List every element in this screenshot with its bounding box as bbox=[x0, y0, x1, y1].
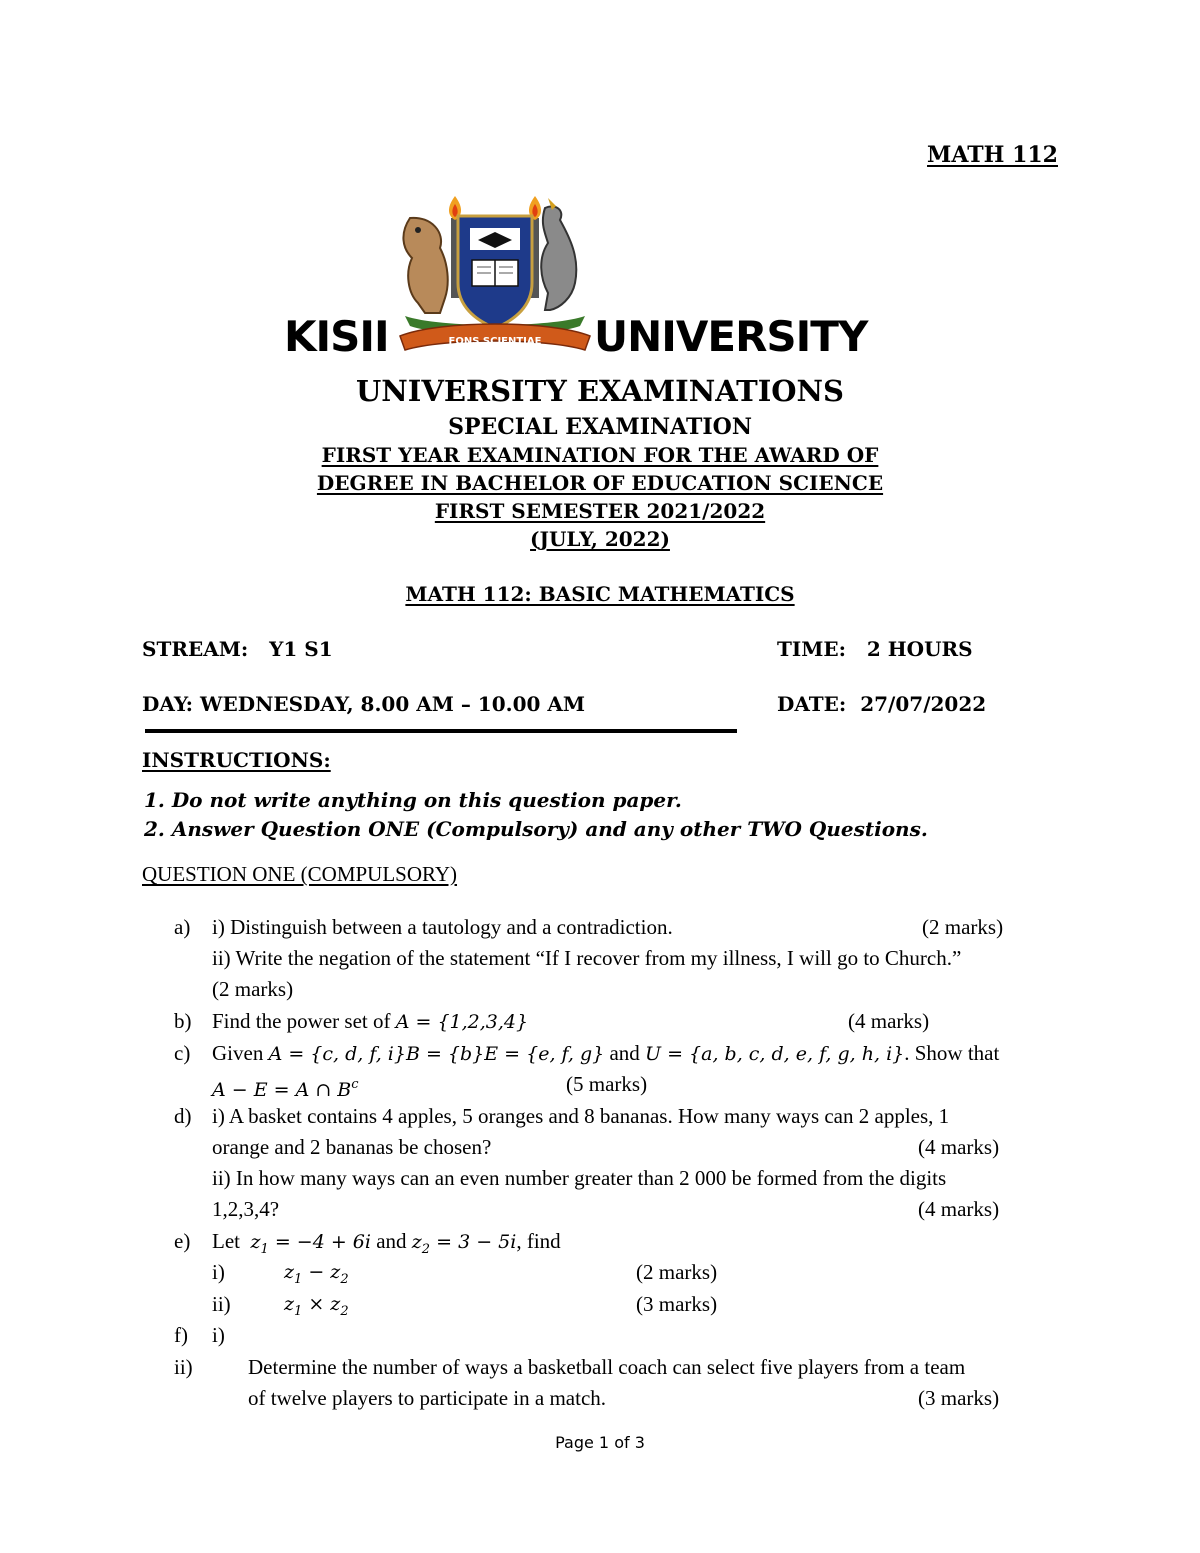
stream-value: Y1 S1 bbox=[269, 637, 333, 661]
q-e-i-label: i) bbox=[212, 1260, 225, 1284]
q-a-ii-marks: (2 marks) bbox=[212, 977, 294, 1001]
q-d-label: d) bbox=[174, 1104, 192, 1128]
q-d-ii-line1: ii) In how many ways can an even number greater than 2 000 be formed from the digits bbox=[212, 1166, 947, 1190]
motto-text: FONS SCIENTIAE bbox=[448, 336, 542, 347]
q-e-z2: $z_2 = 3 - 5i$ bbox=[411, 1231, 517, 1257]
date-label: DATE: bbox=[777, 692, 847, 716]
title-university-examinations: UNIVERSITY EXAMINATIONS bbox=[356, 374, 844, 408]
day-row bbox=[142, 692, 585, 716]
q-f-ii-line2: of twelve players to participate in a match. bbox=[248, 1386, 607, 1410]
q-e-z1: $z_1 = -4 + 6i$ bbox=[250, 1231, 371, 1257]
time-label: TIME: bbox=[777, 637, 847, 661]
time-value: 2 HOURS bbox=[866, 637, 973, 661]
question-one-heading: QUESTION ONE (COMPULSORY) bbox=[142, 862, 458, 886]
instruction-1: 1. Do not write anything on this question paper. bbox=[144, 788, 682, 812]
title-degree-line: DEGREE IN BACHELOR OF EDUCATION SCIENCE bbox=[316, 471, 884, 495]
q-d-ii-line2: 1,2,3,4? bbox=[212, 1197, 280, 1221]
q-a-i-text: i) Distinguish between a tautology and a contradiction. bbox=[212, 915, 673, 939]
q-e-i-expr: $z_1 - z_2$ bbox=[284, 1261, 349, 1287]
title-special-examination: SPECIAL EXAMINATION bbox=[448, 414, 752, 440]
q-f-ii-marks: (3 marks) bbox=[918, 1386, 1000, 1410]
title-semester-line: FIRST SEMESTER 2021/2022 bbox=[434, 499, 766, 523]
q-c-text bbox=[212, 1038, 999, 1070]
q-f-label: f) bbox=[174, 1323, 188, 1347]
q-b-math: A = {1,2,3,4} bbox=[395, 1011, 529, 1033]
page-number: Page 1 of 3 bbox=[555, 1433, 645, 1452]
q-f-i-label: i) bbox=[212, 1323, 225, 1347]
q-b-marks: (4 marks) bbox=[848, 1009, 930, 1033]
q-c-math2: U = {a, b, c, d, e, f, g, h, i} bbox=[645, 1043, 905, 1065]
q-f-ii-line1: Determine the number of ways a basketball coach can select five players from a team bbox=[248, 1355, 966, 1379]
q-d-i-line2: orange and 2 bananas be chosen? bbox=[212, 1135, 492, 1159]
title-award-line: FIRST YEAR EXAMINATION FOR THE AWARD OF bbox=[321, 443, 879, 467]
title-date-line: (JULY, 2022) bbox=[530, 527, 670, 551]
q-e-i-marks: (2 marks) bbox=[636, 1260, 718, 1284]
q-b-statement: Find the power set of bbox=[212, 1009, 391, 1033]
q-f-ii-label: ii) bbox=[174, 1355, 193, 1379]
q-e-let: Let bbox=[212, 1229, 240, 1253]
course-code: MATH 112 bbox=[927, 142, 1058, 168]
q-a-label: a) bbox=[174, 915, 191, 939]
logo-word-left: KISII bbox=[284, 312, 389, 361]
time-row bbox=[777, 637, 973, 661]
q-c-math1: A = {c, d, f, i}B = {b}E = {e, f, g} bbox=[268, 1043, 605, 1065]
logo-word-right: UNIVERSITY bbox=[594, 312, 868, 361]
date-row bbox=[777, 692, 986, 716]
q-c-show: . Show that bbox=[904, 1041, 1000, 1065]
q-b-text bbox=[212, 1006, 528, 1038]
q-b-label: b) bbox=[174, 1009, 192, 1033]
day-label: DAY: bbox=[142, 692, 194, 716]
q-e-ii-expr: $z_1 \times z_2$ bbox=[284, 1293, 349, 1319]
date-value: 27/07/2022 bbox=[860, 692, 987, 716]
q-a-ii-text: ii) Write the negation of the statement “If I recover from my illness, I will go to Church.” bbox=[212, 946, 962, 970]
instructions-heading: INSTRUCTIONS: bbox=[142, 748, 331, 772]
q-d-i-line1: i) A basket contains 4 apples, 5 oranges and 8 bananas. How many ways can 2 apples, 1 bbox=[212, 1104, 950, 1128]
q-e-ii-marks: (3 marks) bbox=[636, 1292, 718, 1316]
q-e-text bbox=[212, 1226, 561, 1265]
q-e-and: and bbox=[376, 1229, 407, 1253]
q-d-i-marks: (4 marks) bbox=[918, 1135, 1000, 1159]
instruction-2: 2. Answer Question ONE (Compulsory) and any other TWO Questions. bbox=[144, 817, 928, 841]
q-c-complement: c bbox=[351, 1077, 359, 1092]
q-c-and: and bbox=[609, 1041, 640, 1065]
q-a-i-marks: (2 marks) bbox=[922, 915, 1004, 939]
q-e-find: , find bbox=[516, 1229, 561, 1253]
q-d-ii-marks: (4 marks) bbox=[918, 1197, 1000, 1221]
q-c-marks: (5 marks) bbox=[566, 1072, 648, 1096]
q-e-ii-label: ii) bbox=[212, 1292, 231, 1316]
q-c-given: Given bbox=[212, 1041, 264, 1065]
q-e-label: e) bbox=[174, 1229, 191, 1253]
q-c-math3: A − E = A ∩ B bbox=[212, 1079, 352, 1101]
divider-line bbox=[145, 729, 737, 733]
course-title: MATH 112: BASIC MATHEMATICS bbox=[405, 582, 795, 606]
stream-row bbox=[142, 637, 333, 661]
q-c-label: c) bbox=[174, 1041, 191, 1065]
stream-label: STREAM: bbox=[142, 637, 249, 661]
day-value: WEDNESDAY, 8.00 AM – 10.00 AM bbox=[200, 692, 586, 716]
